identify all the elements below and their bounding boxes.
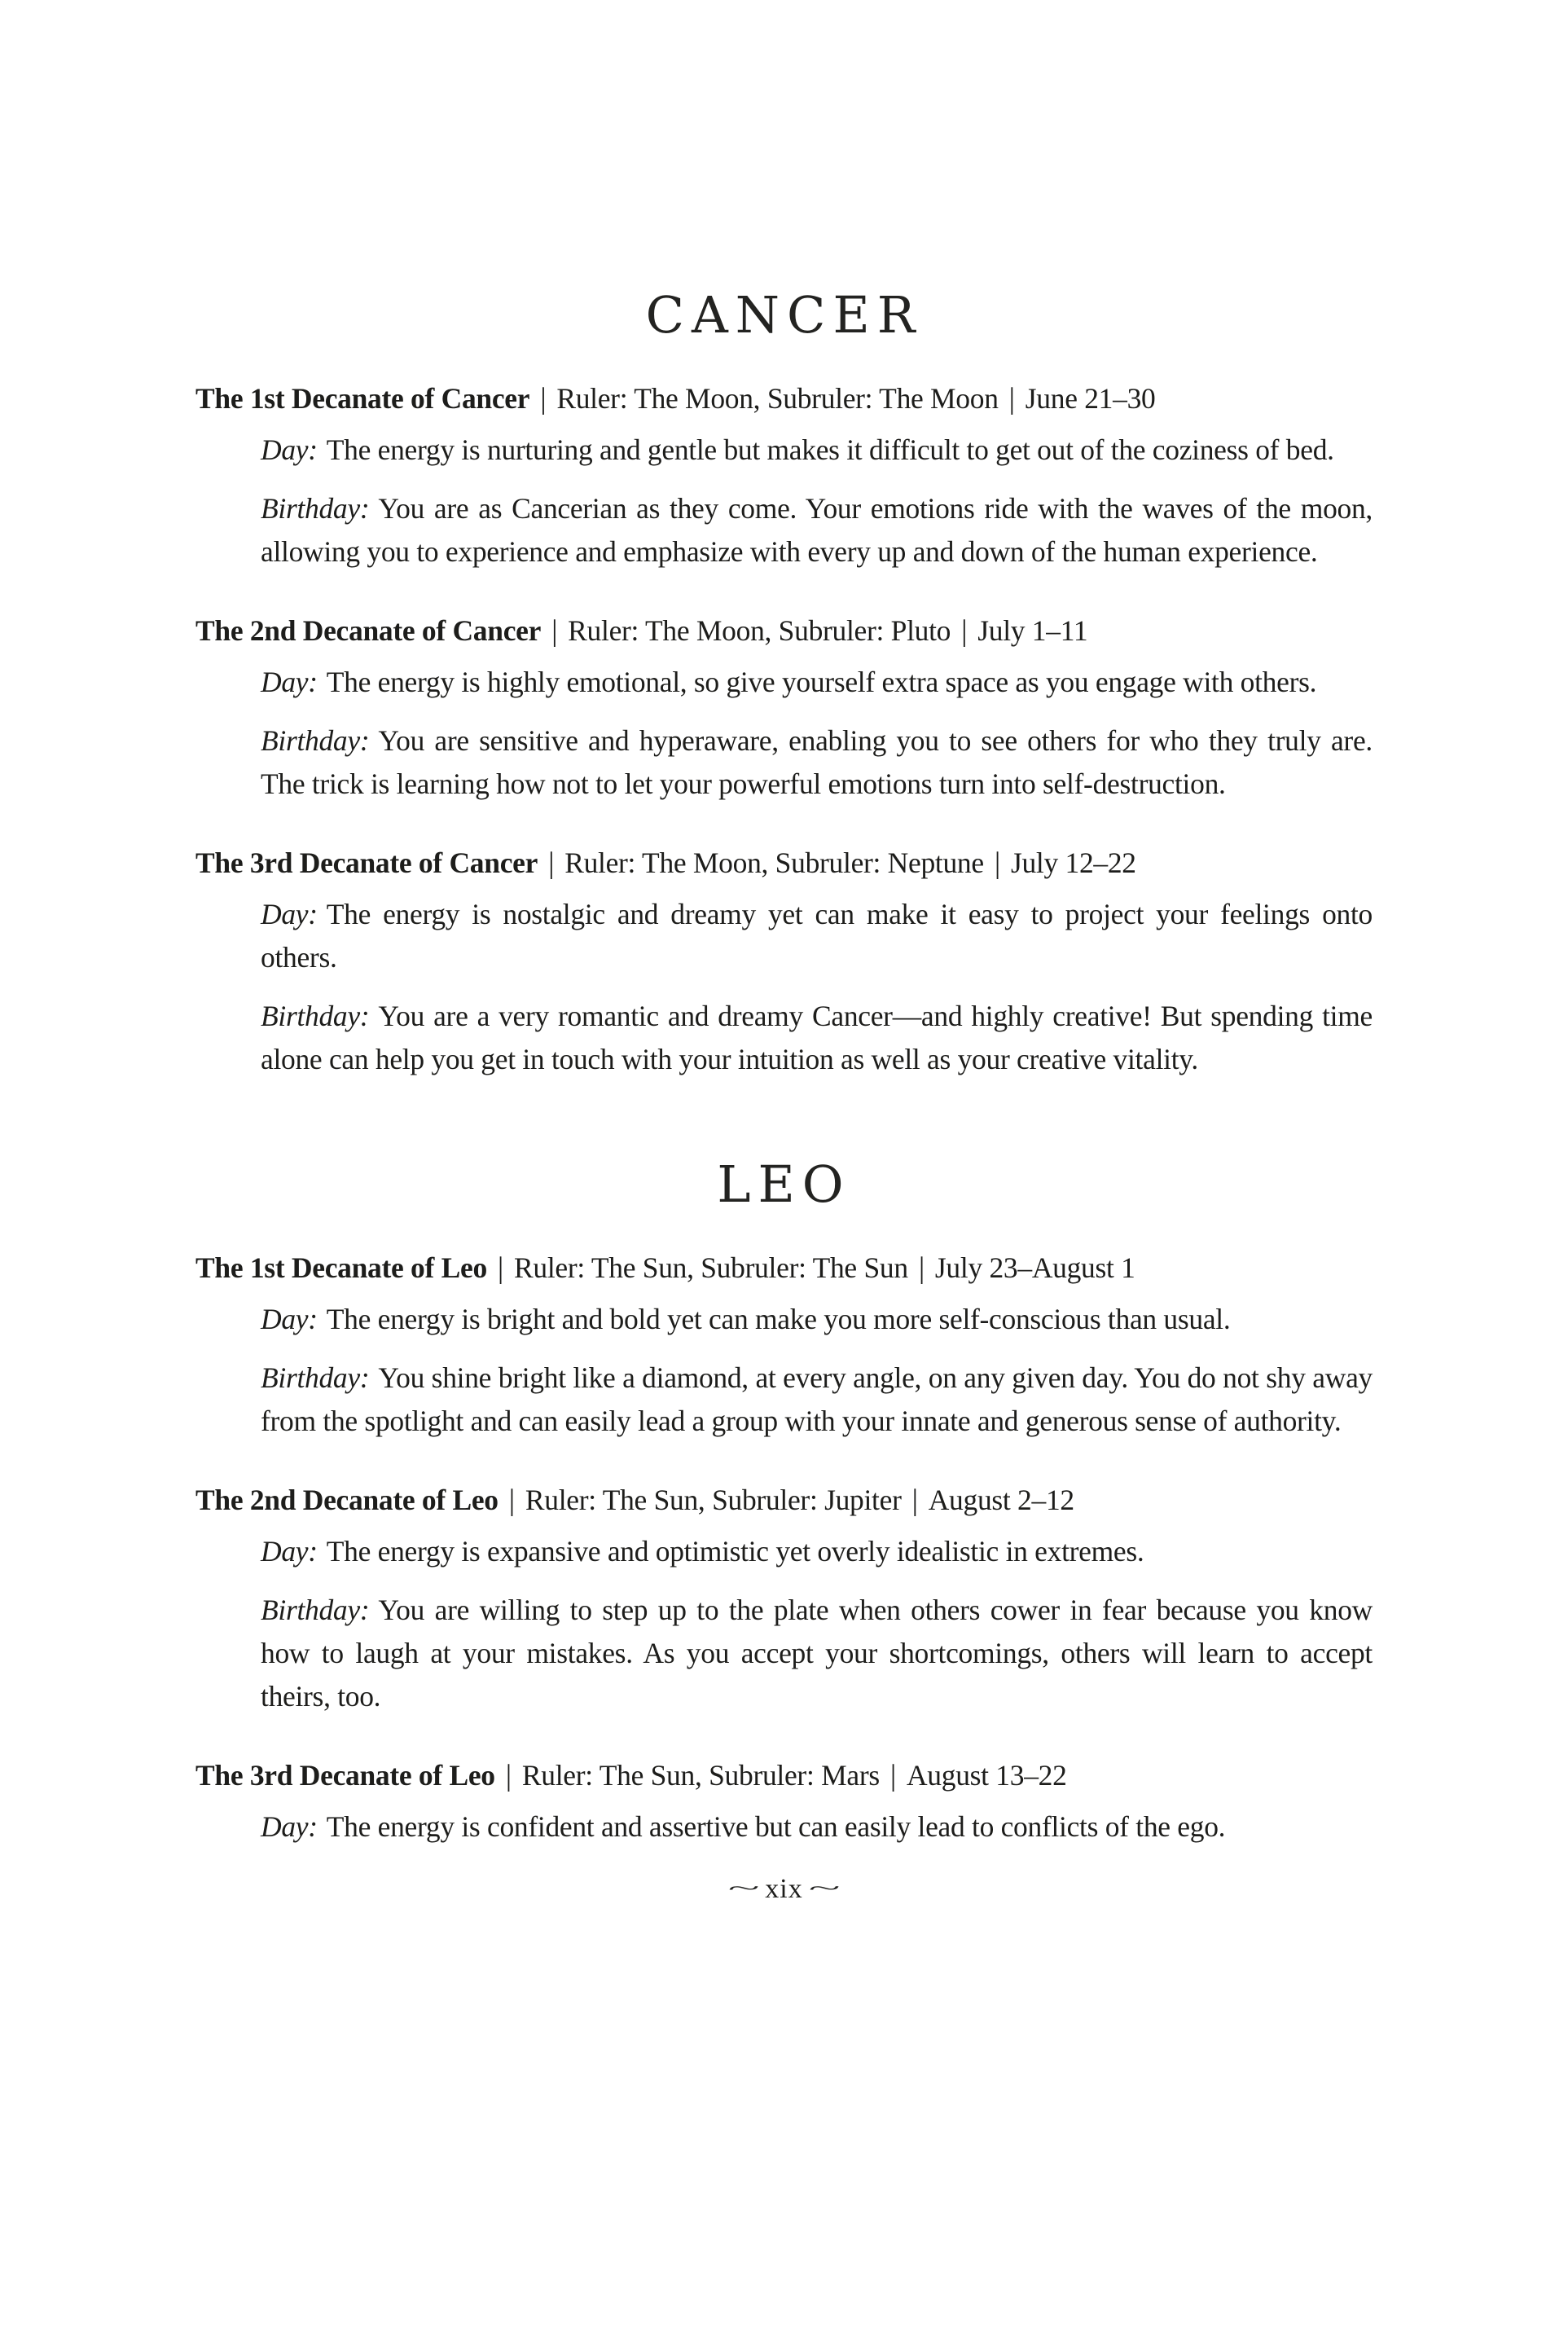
ruler-subruler: Ruler: The Moon, Subruler: Neptune <box>564 846 984 879</box>
day-text: The energy is expansive and optimistic yet overly idealistic in extremes. <box>326 1535 1144 1568</box>
tilde-ornament-left: ~ <box>727 1876 760 1900</box>
day-paragraph <box>261 429 1373 472</box>
ruler-subruler: Ruler: The Sun, Subruler: Mars <box>521 1759 880 1792</box>
sign-heading-leo: LEO <box>717 1154 851 1214</box>
separator-bar: | <box>911 1484 918 1517</box>
birthday-label: Birthday: <box>261 1594 370 1626</box>
page-footer <box>195 1867 1373 1910</box>
day-label: Day: <box>261 666 318 698</box>
sign-heading-cancer: CANCER <box>645 285 923 345</box>
decanate-section <box>195 842 1373 1081</box>
day-text: The energy is confident and assertive but can easily lead to conflicts of the ego. <box>326 1810 1226 1843</box>
birthday-text: You are sensitive and hyperaware, enabling you to see others for who they truly are. The trick is learning how not to let your powerful emotions turn into self-destruction. <box>261 724 1373 800</box>
day-paragraph <box>261 893 1373 979</box>
decanate-section <box>195 1247 1373 1443</box>
decanate-section <box>195 1754 1373 1849</box>
day-text: The energy is bright and bold yet can make you more self-conscious than usual. <box>326 1303 1231 1335</box>
birthday-paragraph <box>261 1589 1373 1718</box>
separator-bar: | <box>961 614 968 648</box>
day-text: The energy is nurturing and gentle but makes it difficult to get out of the coziness of bed. <box>326 433 1334 466</box>
ruler-subruler: Ruler: The Moon, Subruler: Pluto <box>568 614 951 647</box>
birthday-label: Birthday: <box>261 1000 370 1032</box>
day-paragraph <box>261 1805 1373 1849</box>
birthday-paragraph <box>261 995 1373 1081</box>
decanate-heading <box>195 842 1373 885</box>
decanate-heading <box>195 377 1373 420</box>
decanate-heading <box>195 1754 1373 1797</box>
date-range: August 2–12 <box>928 1484 1074 1516</box>
date-range: July 12–22 <box>1010 846 1136 879</box>
tilde-ornament-right: ~ <box>808 1876 841 1900</box>
date-range: July 1–11 <box>977 614 1088 647</box>
decanate-title: The 1st Decanate of Cancer <box>195 382 530 415</box>
decanate-heading <box>195 1247 1373 1290</box>
separator-bar: | <box>918 1251 925 1285</box>
birthday-label: Birthday: <box>261 492 370 525</box>
page-number: xix <box>765 1874 803 1904</box>
birthday-paragraph <box>261 1356 1373 1443</box>
decanate-section <box>195 609 1373 806</box>
ruler-subruler: Ruler: The Sun, Subruler: The Sun <box>514 1251 908 1284</box>
day-text: The energy is nostalgic and dreamy yet can make it easy to project your feelings onto others. <box>261 898 1373 974</box>
separator-bar: | <box>540 382 547 416</box>
day-paragraph <box>261 661 1373 704</box>
day-label: Day: <box>261 898 318 930</box>
separator-bar: | <box>548 846 555 880</box>
day-text: The energy is highly emotional, so give yourself extra space as you engage with others. <box>326 666 1317 698</box>
decanate-section <box>195 1479 1373 1718</box>
separator-bar: | <box>994 846 1000 880</box>
decanate-section <box>195 377 1373 574</box>
birthday-text: You are a very romantic and dreamy Cancer—and highly creative! But spending time alone can help you get in touch with your intuition as well as your creative vitality. <box>261 1000 1373 1075</box>
separator-bar: | <box>505 1759 512 1792</box>
decanate-heading <box>195 609 1373 653</box>
date-range: July 23–August 1 <box>934 1251 1135 1284</box>
decanate-heading <box>195 1479 1373 1522</box>
page-content <box>195 0 1373 1910</box>
separator-bar: | <box>508 1484 515 1517</box>
birthday-label: Birthday: <box>261 724 370 757</box>
birthday-text: You are willing to step up to the plate when others cower in fear because you know how to laugh at your mistakes. As you accept your shortcomings, others will learn to accept theirs, too. <box>261 1594 1373 1713</box>
date-range: June 21–30 <box>1025 382 1156 415</box>
ruler-subruler: Ruler: The Sun, Subruler: Jupiter <box>525 1484 902 1516</box>
day-paragraph <box>261 1530 1373 1573</box>
decanate-title: The 3rd Decanate of Cancer <box>195 846 538 879</box>
day-label: Day: <box>261 1810 318 1843</box>
separator-bar: | <box>1008 382 1015 416</box>
day-label: Day: <box>261 433 318 466</box>
decanate-title: The 2nd Decanate of Cancer <box>195 614 542 647</box>
birthday-paragraph <box>261 719 1373 806</box>
date-range: August 13–22 <box>906 1759 1067 1792</box>
birthday-text: You shine bright like a diamond, at every angle, on any given day. You do not shy away from the spotlight and can easily lead a group with your innate and generous sense of authority. <box>261 1361 1373 1437</box>
day-label: Day: <box>261 1303 318 1335</box>
day-paragraph <box>261 1298 1373 1341</box>
decanate-title: The 1st Decanate of Leo <box>195 1251 487 1284</box>
decanate-title: The 2nd Decanate of Leo <box>195 1484 499 1516</box>
separator-bar: | <box>551 614 558 648</box>
day-label: Day: <box>261 1535 318 1568</box>
ruler-subruler: Ruler: The Moon, Subruler: The Moon <box>556 382 999 415</box>
separator-bar: | <box>889 1759 896 1792</box>
decanate-title: The 3rd Decanate of Leo <box>195 1759 495 1792</box>
birthday-label: Birthday: <box>261 1361 370 1394</box>
birthday-paragraph <box>261 487 1373 574</box>
separator-bar: | <box>497 1251 504 1285</box>
birthday-text: You are as Cancerian as they come. Your emotions ride with the waves of the moon, allowing you to experience and emphasize with every up and down of the human experience. <box>261 492 1373 568</box>
